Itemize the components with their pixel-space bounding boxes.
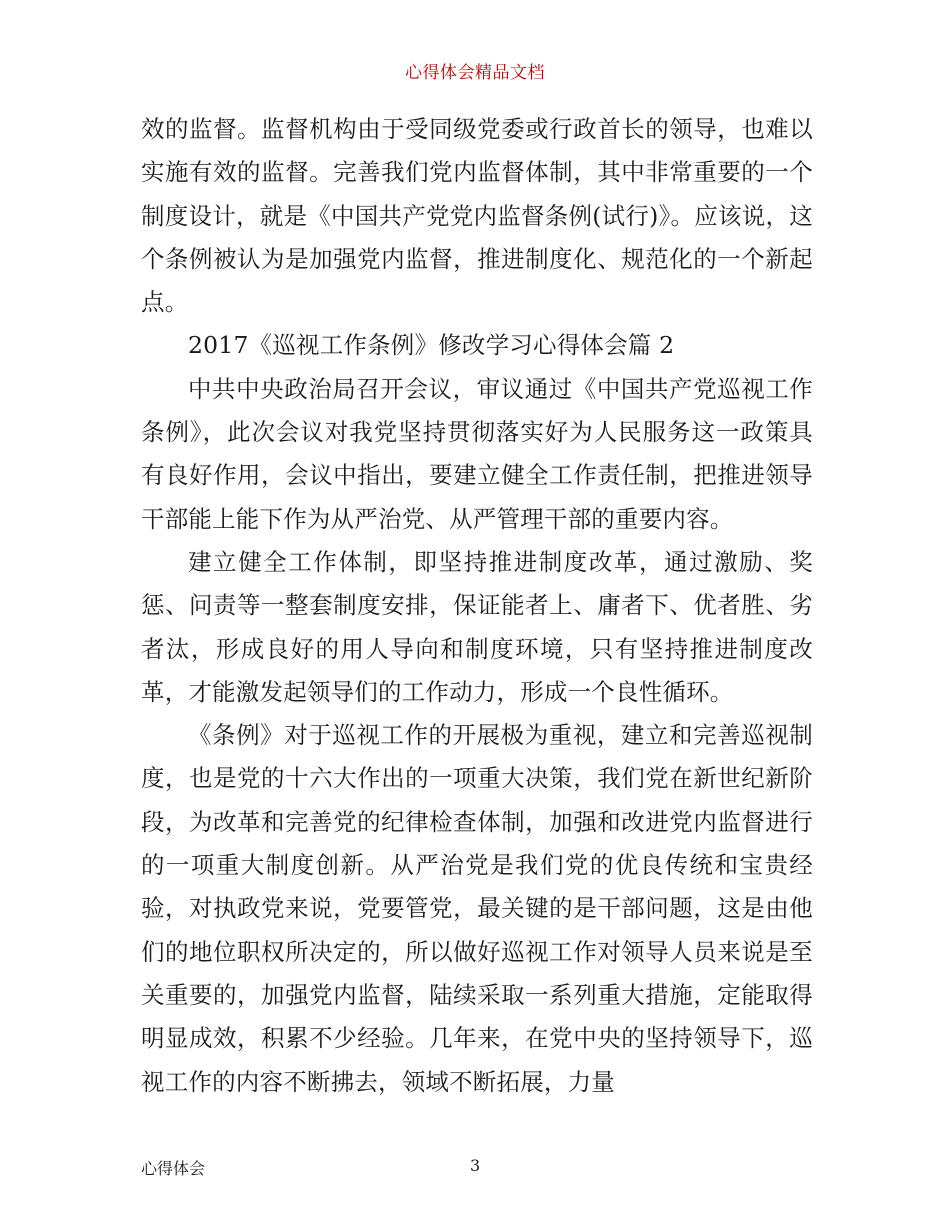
footer-label: 心得体会: [141, 1159, 206, 1178]
document-body: [141, 108, 813, 1104]
paragraph-continuation: 效的监督。监督机构由于受同级党委或行政首长的领导，也难以实施有效的监督。完善我们党内监督体制，其中非常重要的一个制度设计，就是《中国共产党党内监督条例(试行)》。应该说，这个条例被认为是加强党内监督，推进制度化、规范化的一个新起点。: [141, 115, 813, 317]
page-number: 3: [470, 1156, 481, 1175]
section-heading: 2017《巡视工作条例》修改学习心得体会篇 2: [188, 331, 675, 360]
page-header-title: 心得体会精品文档: [405, 63, 545, 83]
paragraph: 中共中央政治局召开会议，审议通过《中国共产党巡视工作条例》，此次会议对我党坚持贯彻落实好为人民服务这一政策具有良好作用，会议中指出，要建立健全工作责任制，把推进领导干部能上能下作为从严治党、从严管理干部的重要内容。: [141, 374, 813, 533]
paragraph: 《条例》对于巡视工作的开展极为重视，建立和完善巡视制度，也是党的十六大作出的一项重大决策，我们党在新世纪新阶段，为改革和完善党的纪律检查体制，加强和改进党内监督进行的一项重大制度创新。从严治党是我们党的优良传统和宝贵经验，对执政党来说，党要管党，最关键的是干部问题，这是由他们的地位职权所决定的，所以做好巡视工作对领导人员来说是至关重要的，加强党内监督，陆续采取一系列重大措施，定能取得明显成效，积累不少经验。几年来，在党中央的坚持领导下，巡视工作的内容不断拂去，领域不断拓展，力量: [141, 721, 813, 1096]
paragraph: 建立健全工作体制，即坚持推进制度改革，通过激励、奖惩、问责等一整套制度安排，保证能者上、庸者下、优者胜、劣者汰，形成良好的用人导向和制度环境，只有坚持推进制度改革，才能激发起领导们的工作动力，形成一个良性循环。: [141, 547, 813, 706]
